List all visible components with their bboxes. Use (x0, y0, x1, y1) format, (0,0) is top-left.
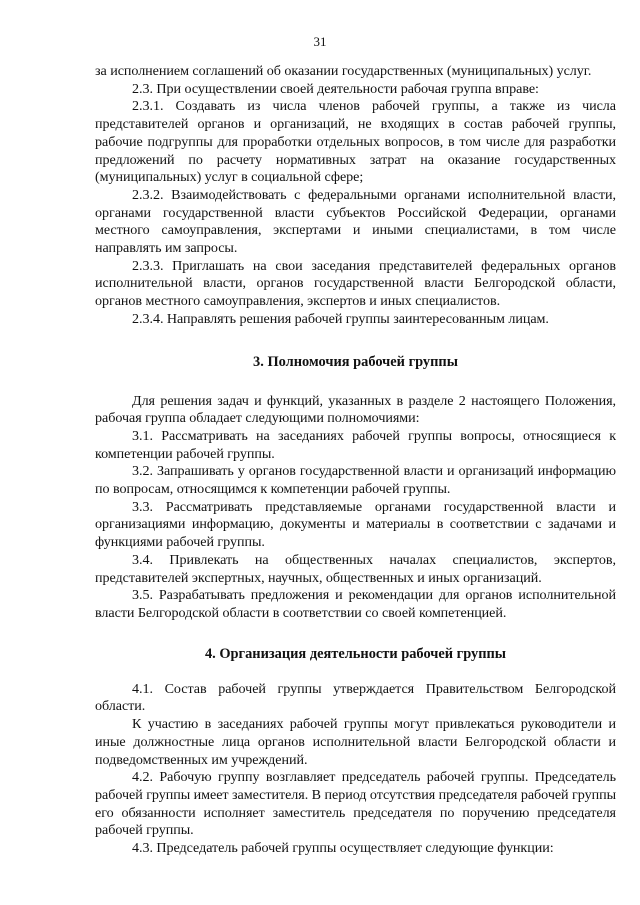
paragraph-2-3-3: 2.3.3. Приглашать на свои заседания представителей федеральных органов исполнительной власти, органов государственной власти Белгородской области, органов местного самоуправления, экспертов и иных специалистов. (95, 257, 616, 310)
paragraph-2-3: 2.3. При осуществлении своей деятельности рабочая группа вправе: (132, 80, 539, 97)
paragraph-2-2-continuation: за исполнением соглашений об оказании государственных (муниципальных) услуг. (95, 63, 592, 79)
paragraph-2-3-1: 2.3.1. Создавать из числа членов рабочей группы, а также из числа представителей органов и организаций, не входящих в состав рабочей группы, рабочие подгруппы для проработки отдельных вопросов, в том числе для разработки предложений по расчету нормативных затрат на оказание государственных (муниципальных) услуг в социальной сфере; (95, 98, 616, 186)
paragraph-3-2: 3.2. Запрашивать у органов государственной власти и организаций информацию по вопросам, относящимся к компетенции рабочей группы. (95, 463, 616, 498)
paragraph-3-4: 3.4. Привлекать на общественных началах специалистов, экспертов, представителей экспертных, научных, общественных и иных организаций. (95, 551, 616, 586)
document-body (95, 63, 616, 858)
paragraph-3-5: 3.5. Разрабатывать предложения и рекомендации для органов исполнительной власти Белгородской области в соответствии со своей компетенцией. (95, 587, 616, 621)
paragraph-4-3: 4.3. Председатель рабочей группы осуществляет следующие функции: (132, 840, 554, 857)
paragraph-2-3-2: 2.3.2. Взаимодействовать с федеральными органами исполнительной власти, органами государственной власти субъектов Российской Федерации, органами местного самоуправления, экспертами и иными специалистами, в том числе направлять им запросы. (95, 186, 616, 257)
page-number: 31 (313, 34, 327, 49)
section-3-heading: 3. Полномочия рабочей группы (253, 353, 458, 370)
paragraph-3-3: 3.3. Рассматривать представляемые органами государственной власти и организациями информацию, документы и материалы в соответствии с задачами и функциями рабочей группы. (95, 498, 616, 551)
paragraph-4-2: 4.2. Рабочую группу возглавляет председатель рабочей группы. Председатель рабочей группы имеет заместителя. В период отсутствия председателя рабочей группы его обязанности исполняет заместитель председателя по поручению председателя рабочей группы. (95, 769, 616, 839)
paragraph-3-intro: Для решения задач и функций, указанных в разделе 2 настоящего Положения, рабочая группа обладает следующими полномочиями: (95, 392, 616, 427)
section-4-heading: 4. Организация деятельности рабочей группы (204, 645, 507, 662)
paragraph-4-1-participation: К участию в заседаниях рабочей группы могут привлекаться руководители и иные должностные лица органов исполнительной власти Белгородской области и подведомственных им учреждений. (95, 716, 616, 768)
paragraph-4-1: 4.1. Состав рабочей группы утверждается Правительством Белгородской области. (95, 680, 616, 715)
paragraph-2-3-4: 2.3.4. Направлять решения рабочей группы заинтересованным лицам. (132, 310, 549, 327)
paragraph-3-1: 3.1. Рассматривать на заседаниях рабочей группы вопросы, относящиеся к компетенции рабочей группы. (95, 427, 616, 462)
